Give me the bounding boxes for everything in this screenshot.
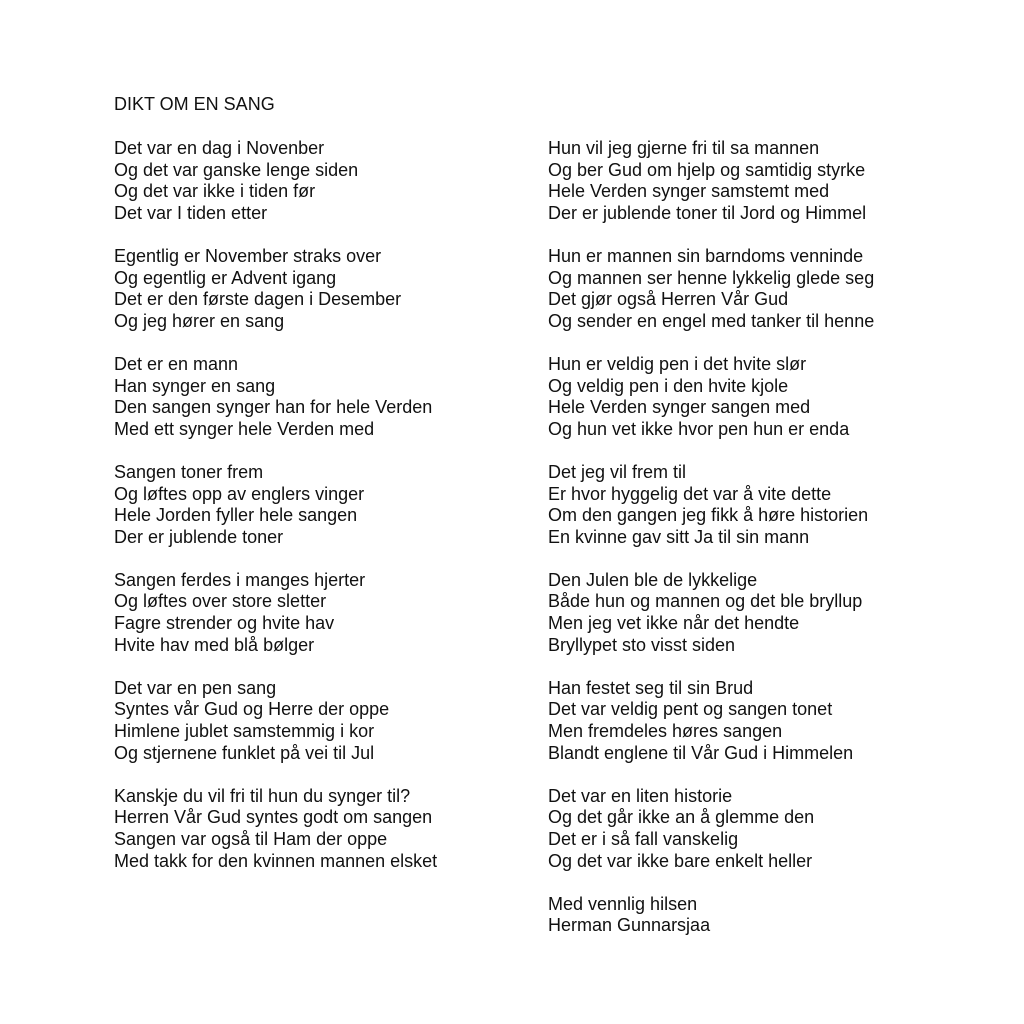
poem-line: Det var en pen sang (114, 677, 277, 698)
left-column (114, 138, 534, 894)
poem-line: Og sender en engel med tanker til henne (548, 310, 875, 331)
poem-line: Egentlig er November straks over (114, 245, 382, 266)
poem-line: Og det var ikke i tiden før (114, 181, 316, 202)
stanza (548, 138, 988, 224)
right-column (548, 138, 988, 959)
poem-line: Og egentlig er Advent igang (114, 267, 337, 288)
poem-line: Med takk for den kvinnen mannen elsket (114, 850, 438, 871)
poem-line: Han synger en sang (114, 375, 276, 396)
poem-line: Og hun vet ikke hvor pen hun er enda (548, 418, 850, 439)
poem-line: Det gjør også Herren Vår Gud (548, 289, 789, 310)
poem-line: Hun er mannen sin barndoms venninde (548, 245, 864, 266)
poem-line: Den sangen synger han for hele Verden (114, 397, 433, 418)
poem-line: Det er i så fall vanskelig (548, 829, 739, 849)
poem-line: Og løftes over store sletter (114, 591, 327, 612)
poem-line: Det var I tiden etter (114, 202, 268, 223)
stanza (114, 678, 534, 764)
poem-line: Fagre strender og hvite hav (114, 613, 335, 634)
stanza (114, 138, 534, 224)
poem-line: Der er jublende toner (114, 526, 284, 547)
poem-line: Og stjernene funklet på vei til Jul (114, 742, 375, 763)
poem-line: Og veldig pen i den hvite kjole (548, 375, 789, 396)
poem-line: Og ber Gud om hjelp og samtidig styrke (548, 159, 866, 180)
stanza (114, 570, 534, 656)
poem-line: Blandt englene til Vår Gud i Himmelen (548, 742, 854, 763)
poem-line: Og jeg hører en sang (114, 310, 285, 331)
poem-line: Han festet seg til sin Brud (548, 677, 754, 698)
poem-line: Der er jublende toner til Jord og Himmel (548, 202, 867, 223)
poem-line: Sangen toner frem (114, 461, 264, 482)
poem-line: Er hvor hyggelig det var å vite dette (548, 483, 832, 504)
poem-line: Hele Verden synger sangen med (548, 397, 811, 418)
poem-line: Syntes vår Gud og Herre der oppe (114, 699, 390, 720)
signature-author: Herman Gunnarsjaa (548, 915, 711, 936)
poem-line: Og det var ganske lenge siden (114, 159, 359, 180)
stanza (548, 246, 988, 332)
stanza (548, 462, 988, 548)
poem-line: Men fremdeles høres sangen (548, 721, 783, 742)
poem-line: Det var en liten historie (548, 785, 733, 806)
stanza (114, 462, 534, 548)
poem-line: Den Julen ble de lykkelige (548, 569, 758, 590)
poem-line: Men jeg vet ikke når det hendte (548, 613, 800, 634)
poem-line: Sangen ferdes i manges hjerter (114, 569, 366, 590)
poem-line: Og det var ikke bare enkelt heller (548, 850, 813, 871)
poem-line: Kanskje du vil fri til hun du synger til? (114, 785, 411, 806)
poem-line: Hele Verden synger samstemt med (548, 181, 830, 202)
stanza (548, 354, 988, 440)
stanza (114, 354, 534, 440)
poem-line: Herren Vår Gud syntes godt om sangen (114, 807, 433, 828)
stanza (548, 786, 988, 872)
poem-line: Med ett synger hele Verden med (114, 418, 375, 439)
poem-line: Hun vil jeg gjerne fri til sa mannen (548, 138, 820, 158)
poem-line: Og det går ikke an å glemme den (548, 807, 815, 828)
signature-closing: Med vennlig hilsen (548, 893, 698, 914)
poem-line: Og løftes opp av englers vinger (114, 483, 365, 504)
poem-line: Himlene jublet samstemmig i kor (114, 721, 375, 742)
poem-line: Det var veldig pent og sangen tonet (548, 699, 833, 720)
poem-line: Og mannen ser henne lykkelig glede seg (548, 267, 875, 288)
poem-title: DIKT OM EN SANG (114, 94, 275, 114)
poem-line: Det er en mann (114, 353, 239, 374)
poem-line: Det jeg vil frem til (548, 461, 687, 482)
poem-line: Sangen var også til Ham der oppe (114, 829, 388, 849)
poem-line: Hvite hav med blå bølger (114, 634, 315, 655)
stanza (114, 786, 534, 872)
poem-line: Om den gangen jeg fikk å høre historien (548, 505, 869, 526)
signature (548, 894, 988, 937)
stanza (114, 246, 534, 332)
poem-line: Det var en dag i Novenber (114, 138, 325, 158)
stanza (548, 570, 988, 656)
poem-line: En kvinne gav sitt Ja til sin mann (548, 526, 810, 547)
poem-line: Hele Jorden fyller hele sangen (114, 505, 358, 526)
poem-line: Det er den første dagen i Desember (114, 289, 402, 310)
poem-line: Både hun og mannen og det ble bryllup (548, 591, 863, 612)
poem-line: Bryllypet sto visst siden (548, 634, 736, 655)
poem-line: Hun er veldig pen i det hvite slør (548, 353, 807, 374)
stanza (548, 678, 988, 764)
